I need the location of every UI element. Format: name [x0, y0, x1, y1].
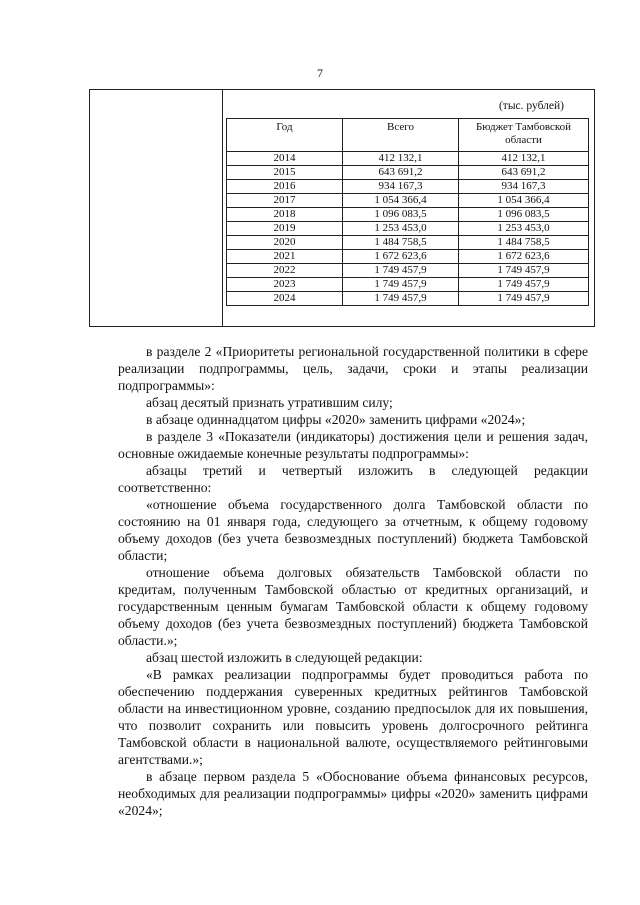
paragraph: отношение объема долговых обязательств Тамбовской области по кредитам, полученным Тамбовской областью от кредитных организаций, и государственным ценным бумагам Тамбовской области к общему годовому объему доходов (без учета безвозмездных поступлений) бюджета Тамбовской области.»; [118, 565, 588, 648]
paragraph: «отношение объема государственного долга Тамбовской области по состоянию на 01 января года, следующего за отчетным, к общему годовому объему доходов (без учета безвозмездных поступлений) бюджета Тамбовской области; [118, 497, 588, 563]
paragraph: в разделе 2 «Приоритеты региональной государственной политики в сфере реализации подпрограммы, цель, задачи, сроки и этапы реализации подпрограммы»: [118, 344, 588, 393]
cell-year: 2024 [227, 292, 343, 306]
table-row [227, 152, 589, 166]
cell-year: 2020 [227, 236, 343, 250]
paragraph: в разделе 3 «Показатели (индикаторы) достижения цели и решения задач, основные ожидаемые конечные результаты подпрограммы»: [118, 429, 588, 461]
cell-year: 2017 [227, 194, 343, 208]
cell-regional-budget: 643 691,2 [459, 166, 589, 180]
cell-total: 1 672 623,6 [343, 250, 459, 264]
cell-year: 2021 [227, 250, 343, 264]
cell-regional-budget: 1 672 623,6 [459, 250, 589, 264]
cell-total: 1 054 366,4 [343, 194, 459, 208]
table-row [227, 264, 589, 278]
cell-total: 1 484 758,5 [343, 236, 459, 250]
cell-year: 2018 [227, 208, 343, 222]
cell-total: 1 749 457,9 [343, 292, 459, 306]
cell-regional-budget: 1 054 366,4 [459, 194, 589, 208]
table-row [227, 194, 589, 208]
cell-regional-budget: 1 749 457,9 [459, 292, 589, 306]
unit-label: (тыс. рублей) [498, 100, 564, 112]
paragraph: абзац десятый признать утратившим силу; [146, 395, 393, 410]
cell-total: 1 749 457,9 [343, 264, 459, 278]
table-row [227, 166, 589, 180]
cell-year: 2014 [227, 152, 343, 166]
financing-table [226, 118, 589, 306]
cell-total: 1 096 083,5 [343, 208, 459, 222]
paragraph: «В рамках реализации подпрограммы будет проводиться работа по обеспечению поддержания суверенных кредитных рейтингов Тамбовской области на инвестиционном уровне, созданию предпосылок для их повышения, что позволит сохранить или повысить уровень долгосрочного рейтинга Тамбовской области в национальной валюте, осуществляемого рейтинговыми агентствами.»; [118, 667, 588, 767]
table-row [227, 222, 589, 236]
cell-regional-budget: 934 167,3 [459, 180, 589, 194]
cell-total: 643 691,2 [343, 166, 459, 180]
table-row [227, 236, 589, 250]
table-row [227, 278, 589, 292]
cell-total: 934 167,3 [343, 180, 459, 194]
cell-regional-budget: 1 484 758,5 [459, 236, 589, 250]
cell-total: 1 749 457,9 [343, 278, 459, 292]
cell-year: 2015 [227, 166, 343, 180]
cell-year: 2022 [227, 264, 343, 278]
table-row [227, 208, 589, 222]
paragraph: абзац шестой изложить в следующей редакции: [146, 650, 423, 665]
cell-year: 2016 [227, 180, 343, 194]
frame-left-column [90, 90, 223, 326]
table-row [227, 180, 589, 194]
cell-regional-budget: 1 253 453,0 [459, 222, 589, 236]
page-number: 7 [317, 66, 323, 80]
cell-regional-budget: 1 749 457,9 [459, 278, 589, 292]
header-year: Год [227, 119, 343, 152]
paragraph: в абзаце одиннадцатом цифры «2020» заменить цифрами «2024»; [146, 412, 526, 427]
cell-regional-budget: 412 132,1 [459, 152, 589, 166]
paragraph: абзацы третий и четвертый изложить в следующей редакции соответственно: [118, 463, 588, 495]
cell-total: 1 253 453,0 [343, 222, 459, 236]
body-text [118, 343, 588, 819]
cell-year: 2023 [227, 278, 343, 292]
table-header-row [227, 119, 589, 152]
table-row [227, 250, 589, 264]
cell-regional-budget: 1 096 083,5 [459, 208, 589, 222]
paragraph: в абзаце первом раздела 5 «Обоснование объема финансовых ресурсов, необходимых для реализации подпрограммы» цифры «2020» заменить цифрами «2024»; [118, 769, 588, 818]
cell-year: 2019 [227, 222, 343, 236]
table-row [227, 292, 589, 306]
cell-regional-budget: 1 749 457,9 [459, 264, 589, 278]
header-total: Всего [343, 119, 459, 152]
header-regional-budget: Бюджет Тамбовской области [459, 119, 589, 152]
cell-total: 412 132,1 [343, 152, 459, 166]
